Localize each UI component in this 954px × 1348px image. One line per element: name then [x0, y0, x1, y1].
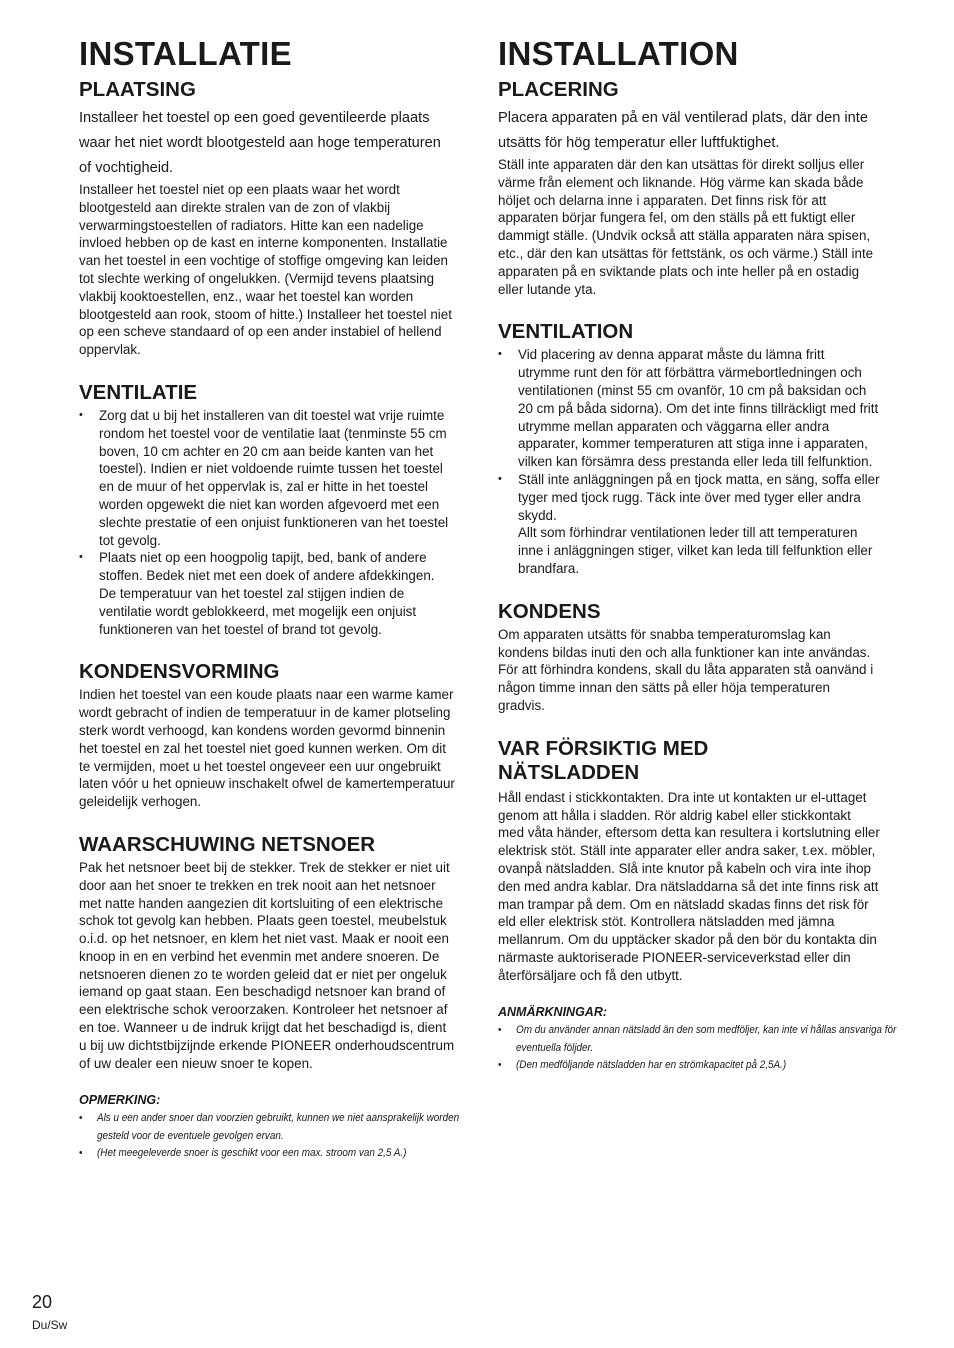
ventilation-list [79, 407, 457, 638]
condensation-heading: KONDENSVORMING [79, 660, 280, 684]
list-item: • (Den medföljande nätsladden har en strömkapacitet på 2,5A.) [498, 1057, 898, 1075]
power-cord-body: Pak het netsnoer beet bij de stekker. Trek de stekker er niet uit door aan het snoer te trekken en trek nooit aan het netsnoer met natte handen aangezien dit kortsluiting of een elektrische schok tot gevolg kan hebben. Plaats geen toestel, meubelstuk o.i.d. op het netsnoer, en klem het niet vast. Maak er nooit een knoop in en en verbind het evenmin met andere snoeren. De netsnoeren dienen zo te worden geleid dat er niet per ongeluk iemand op gaat staan. Een beschadigd netsnoer kan brand of een elektrische schok veroorzaken. Kontroleer het netsnoer af en toe. Wanneer u de indruk krijgt dat het beschadigd is, dient u bij uw dichtstbijzijnde erkende PIONEER onderhoudscentrum of uw dealer een nieuw snoer te kopen. [79, 859, 455, 1071]
list-item: • Om du använder annan nätsladd än den som medföljer, kan inte vi hållas ansvariga för eventuella följder. [498, 1022, 898, 1057]
ventilation-heading: VENTILATIE [79, 380, 198, 404]
condensation-heading: KONDENS [498, 599, 601, 623]
dutch-column [79, 34, 460, 1163]
power-cord-body: Håll endast i stickkontakten. Dra inte ut kontakten ur el-uttaget genom att hålla i sladden. Rör aldrig kabel eller stickkontakt med våta händer, eftersom detta kan resultera i kortslutning eller elektrisk stöt. Ställ inte apparater eller andra saker, t.ex. möbler, ovanpå nätsladden. Slå inte knutor på kabeln och vira inte ihop den med andra kablar. Dra nätsladdarna så det inte finns risk att man trampar på dem. Om en nätsladd skadas finns det risk för eld eller elektrisk stöt. Kontrollera nätsladden med jämna mellanrum. Om du upptäcker skador på den bör du kontakta din närmaste auktoriserade PIONEER-serviceverkstad eller din återförsäljare och få den utbytt. [498, 789, 880, 983]
placement-body: Installeer het toestel niet op een plaats waar het wordt blootgesteld aan direkte stralen van de zon of vlakbij verwarmingstoestellen of radiators. Hitte kan een nadelige invloed hebben op de kast en interne komponenten. Installatie van het toestel in een vochtige of stoffige omgeving kan leiden tot slechte werking of ongelukken. (Vermijd tevens plaatsing vlakbij kooktoestellen, enz., waar het toestel kan worden blootgesteld aan rook, stoom of hitte.) Installeer het toestel niet op een scheve standaard of op een ander instabiel of hellend oppervlak. [79, 182, 452, 358]
swedish-column [498, 34, 897, 1075]
section-title: INSTALLATION [498, 35, 739, 72]
placement-body: Ställ inte apparaten där den kan utsättas för direkt solljus eller värme från element och liknande. Hög värme kan skada både höljet och delarna inne i apparaten. Det finns risk för att apparaten börjar fungera fel, om den ställs på ett fuktigt eller dammigt ställe. (Undvik också att ställa apparaten nära spisen, etc., där den kan utsättas för fettstänk, os och värme.) Ställ inte apparaten på en sviktande plats och inte heller på en ostadig eller lutande yta. [498, 157, 874, 297]
list-item-text: Ställ inte anläggningen på en tjock matta, en säng, soffa eller tyger med tjock rugg. Täck inte över med tyger eller andra skydd. [518, 471, 880, 523]
ventilation-heading: VENTILATION [498, 320, 634, 344]
notes-heading: ANMÄRKNINGAR: [498, 1005, 608, 1020]
section-title: INSTALLATIE [79, 35, 292, 72]
power-cord-heading: WAARSCHUWING NETSNOER [79, 832, 376, 856]
placement-lead: Installeer het toestel op een goed geventileerde plaats waar het niet wordt blootgesteld aan hoge temperaturen of vochtigheid. [79, 110, 441, 176]
list-item [498, 471, 880, 578]
notes-heading: OPMERKING: [79, 1093, 161, 1108]
list-item-text: Allt som förhindrar ventilationen leder till att temperaturen inne i anläggningen stiger, vilket kan leda till felfunktion eller brandfara. [518, 525, 873, 576]
list-item: • Vid placering av denna apparat måste du lämna fritt utrymme runt den för att förbättra värmebortledningen och ventilationen (minst 55 cm ovanför, 10 cm på baksidan och 20 cm på båda sidorna). Om det inte finns tillräckligt med fritt utrymme mellan apparaten och väggarna eller andra apparater, kommer temperaturen att stiga inne i apparaten, vilken kan försämra dess prestanda eller leda till felfunktion. [498, 346, 880, 471]
notes-list [79, 1110, 460, 1163]
language-code: Du/Sw [32, 1318, 68, 1332]
list-item: • Zorg dat u bij het installeren van dit toestel wat vrije ruimte rondom het toestel voor de ventilatie laat (tenminste 55 cm boven, 10 cm achter en 20 cm aan beide kanten van het toestel). Indien er niet voldoende ruimte tussen het toestel en de muur of het oppervlak is, zal er hitte in het toestel worden opgewekt die niet kan worden afgevoerd met een slechte prestatie of een onjuist funktioneren van het toestel tot gevolg. [79, 407, 457, 549]
notes-list [498, 1022, 897, 1075]
placement-heading: PLACERING [498, 78, 619, 101]
list-item [79, 549, 457, 638]
condensation-body: Om apparaten utsätts för snabba temperaturomslag kan kondens bildas inuti den och alla funktioner kan inte användas. För att förhindra kondens, skall du låta apparaten stå oanvänd i någon timme innan den sätts på eller höja temperaturen gradvis. [498, 626, 874, 713]
placement-lead: Placera apparaten på en väl ventilerad plats, där den inte utsätts för hög temperatur eller luftfuktighet. [498, 110, 868, 151]
list-item: • Als u een ander snoer dan voorzien gebruikt, kunnen we niet aansprakelijk worden gesteld voor de eventuele gevolgen ervan. [79, 1110, 475, 1145]
list-item-text: De temperatuur van het toestel zal stijgen indien de ventilatie wordt geblokkeerd, met mogelijk een onjuist funktioneren van het toestel of brand tot gevolg. [99, 585, 417, 637]
list-item: • (Het meegeleverde snoer is geschikt voor een max. stroom van 2,5 A.) [79, 1145, 475, 1163]
condensation-body: Indien het toestel van een koude plaats naar een warme kamer wordt gebracht of indien de temperatuur in de kamer plotseling sterk wordt verhoogd, kan kondens worden gevormd binnenin het toestel en zal het toestel niet goed kunnen werken. Om dit te vermijden, moet u het toestel ongeveer een uur ongebruikt laten vóór u het opnieuw inschakelt ofwel de kamertemperatuur geleidelijk verhogen. [79, 687, 455, 810]
ventilation-list [498, 346, 880, 577]
page-number: 20 [32, 1292, 53, 1312]
power-cord-heading: VAR FÖRSIKTIG MED NÄTSLADDEN [498, 736, 709, 784]
list-item-text: Plaats niet op een hoogpolig tapijt, bed, bank of andere stoffen. Bedek niet met een doek of andere afdekkingen. [99, 550, 435, 584]
placement-heading: PLAATSING [79, 78, 196, 101]
